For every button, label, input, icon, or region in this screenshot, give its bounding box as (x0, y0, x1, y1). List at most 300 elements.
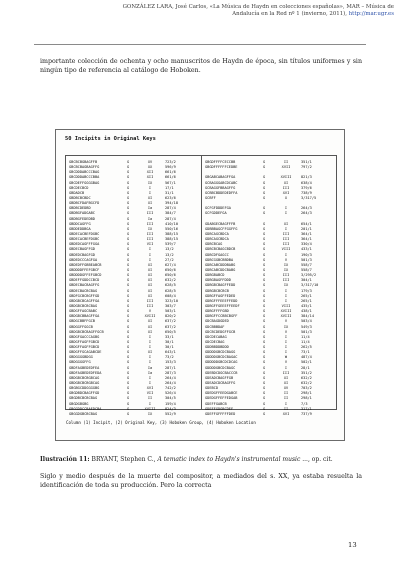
key-cell: G (127, 221, 130, 226)
key-cell: G (127, 334, 130, 339)
figure-legend: Column (1) Incipit, (2) Original Key, (3) Hoboken Group, (4) Hoboken Location (66, 420, 256, 425)
hoboken-group-cell: XI (147, 195, 153, 200)
key-cell: G (127, 273, 130, 278)
hoboken-group-cell: III (146, 211, 154, 216)
hoboken-group-cell: I (148, 375, 152, 380)
incipit-cell: GBCDDDABCCCBAG (69, 170, 100, 175)
hoboken-location-cell: 501/3 (301, 329, 312, 334)
key-cell: G (263, 185, 266, 190)
incipit-cell: GBDBCDEDBD (69, 206, 91, 211)
hoboken-location-cell: 433/1 (301, 247, 312, 252)
key-cell: G (127, 365, 130, 370)
incipit-cell: GDBGFFAGFFEDED (205, 293, 236, 298)
hoboken-group-cell: XVIII (144, 314, 156, 319)
key-cell: G (127, 231, 130, 236)
hoboken-group-cell: XII (146, 170, 154, 175)
hoboken-group-cell: IX (283, 262, 289, 267)
hoboken-group-cell: I (148, 345, 152, 350)
incipit-cell: GBCBCBGBAGFFB (69, 160, 98, 164)
key-cell: G (263, 211, 266, 216)
hoboken-location-cell: 627/4 (165, 262, 176, 267)
hoboken-group-cell: I (148, 185, 152, 190)
key-cell: G (263, 252, 266, 257)
caption-title: A tematic index to Haydn's instrumental music ... (157, 456, 308, 463)
header-journal: Andalucía en la Red nº 1 (invierno, 2011), (232, 11, 347, 18)
hoboken-group-cell: VII (146, 242, 154, 247)
hoboken-location-cell: 3/317/5 (301, 195, 317, 200)
hoboken-location-cell: 17/1 (165, 185, 174, 190)
hoboken-group-cell: I (284, 298, 288, 303)
key-cell: G (127, 267, 130, 272)
key-cell: G (127, 314, 130, 319)
key-cell: G (263, 329, 266, 334)
hoboken-group-cell: III (146, 221, 154, 226)
hoboken-location-cell: 190/3 (301, 252, 312, 257)
key-cell: G (263, 319, 266, 324)
hoboken-group-cell: III (282, 185, 290, 190)
hoboken-group-cell: I (148, 360, 152, 365)
incipit-cell: GDCDECBAG (205, 339, 225, 344)
hoboken-location-cell: 558/7 (301, 267, 312, 272)
key-cell: G (263, 257, 266, 262)
hoboken-group-cell: I (284, 365, 288, 370)
incipit-cell: GBDGGGGFFG (69, 360, 91, 365)
incipit-cell: GCFGFDDDEFGA (205, 206, 231, 211)
incipit-cell: GDBCABCDDCBABG (205, 267, 236, 272)
incipit-cell: GBCDDDABCCCBBA (69, 175, 100, 180)
hoboken-group-cell: III (282, 237, 290, 242)
incipit-cell: GDBCAGCBDCA (205, 231, 229, 236)
key-cell: G (127, 195, 130, 200)
key-cell: G (127, 360, 130, 365)
hoboken-location-cell: 3/317/10 (301, 283, 319, 288)
incipit-cell: GDDDDGBCDCBAGC (205, 365, 236, 370)
hoboken-group-cell: XI (283, 375, 289, 380)
hoboken-group-cell: XV (147, 160, 153, 164)
hoboken-group-cell: I (148, 401, 152, 406)
incipit-cell: GDBGFFFFGBD (205, 309, 229, 314)
caption-author: BRYANT, Stephen C., (91, 456, 156, 463)
hoboken-location-cell: 487/4 (301, 355, 312, 360)
incipit-cell: GDEDGFFEEDGABCE (205, 391, 238, 396)
key-cell: G (263, 386, 266, 391)
hoboken-group-cell: V (284, 329, 288, 334)
hoboken-group-cell: XVI (282, 190, 290, 195)
hoboken-group-cell: III (282, 370, 290, 375)
key-cell: G (127, 262, 130, 267)
incipit-cell: GBDGFFAGCBABC (69, 309, 98, 314)
incipit-cell: GCBFF (205, 195, 216, 200)
hoboken-location-cell: 7/3 (301, 401, 308, 406)
hoboken-location-cell: 650/6 (165, 273, 176, 278)
incipit-cell: GBDBGFEDEDBD (69, 216, 95, 221)
hoboken-location-cell: 264/4 (165, 381, 176, 386)
hoboken-location-cell: 30/1 (165, 339, 174, 344)
incipit-cell: GBDADCB (69, 190, 85, 195)
header-link[interactable]: http://mar.ugr.es (348, 11, 394, 18)
incipit-cell: GBDGBCBBAGFFGA (69, 314, 100, 319)
hoboken-group-cell: XVIII (144, 406, 156, 411)
key-cell: G (263, 242, 266, 247)
key-cell: G (263, 334, 266, 339)
hoboken-location-cell: 179/3 (301, 288, 312, 293)
incipit-cell: GDDDDGBCDCBAGAC (205, 355, 238, 360)
hoboken-location-cell: 351/1 (301, 160, 312, 164)
hoboken-group-cell: VII (146, 391, 154, 396)
incipit-cell: GBGDFFFFCECCBB (205, 160, 236, 164)
incipit-cell: GBDGCBBFFGCB (69, 319, 95, 324)
hoboken-location-cell: 73/1 (301, 350, 310, 355)
hoboken-group-cell: XI (283, 180, 289, 185)
key-cell: G (263, 195, 266, 200)
hoboken-group-cell: XI (147, 329, 153, 334)
hoboken-group-cell: III (146, 303, 154, 308)
key-cell: G (263, 237, 266, 242)
hoboken-location-cell: 821/3 (301, 175, 312, 180)
key-cell: G (263, 283, 266, 288)
hoboken-group-cell: I (284, 334, 288, 339)
hoboken-group-cell: II (283, 391, 289, 396)
incipit-cell: GDCDECABAG (205, 334, 227, 339)
hoboken-location-cell: 287/4 (165, 216, 176, 221)
key-cell: G (263, 406, 266, 411)
key-cell: G (127, 288, 130, 293)
incipit-cell: GBDECBACBCBAG (69, 288, 98, 293)
incipit-cell: GDEFFGABCB (205, 401, 227, 406)
key-cell: G (263, 360, 266, 365)
key-cell: G (127, 211, 130, 216)
hoboken-group-cell: III (282, 273, 290, 278)
incipit-cell: GBDECBACBAGFFG (69, 283, 100, 288)
incipit-cell: GBDDEDDBGA (69, 226, 91, 231)
key-cell: G (263, 226, 266, 231)
hoboken-location-cell: 394/18 (165, 201, 178, 206)
key-cell: G (263, 314, 266, 319)
hoboken-location-cell: 27/2 (165, 257, 174, 262)
hoboken-location-cell: 628/5 (165, 283, 176, 288)
hoboken-location-cell: 410/10 (165, 221, 178, 226)
hoboken-group-cell: IX (283, 267, 289, 272)
key-cell: G (127, 165, 130, 170)
key-cell: G (127, 319, 130, 324)
incipit-cell: GBDECACBEFDGBC (69, 231, 100, 236)
header-line-1: GONZÁLEZ LARA, José Carlos, «La Música de Haydn en colecciones españolas», MAR – Música de (122, 4, 394, 10)
key-cell: G (127, 355, 130, 360)
incipit-cell: GDCBAGDGDED (205, 319, 229, 324)
key-cell: G (263, 303, 266, 308)
hoboken-location-cell: 388/15 (165, 231, 178, 236)
key-cell: G (127, 303, 130, 308)
key-cell: G (263, 324, 266, 329)
key-cell: G (127, 293, 130, 298)
hoboken-location-cell: 650/6 (165, 267, 176, 272)
key-cell: G (127, 242, 130, 247)
hoboken-location-cell: 632/2 (301, 375, 312, 380)
key-cell: G (127, 190, 130, 195)
hoboken-group-cell: III (146, 298, 154, 303)
incipit-cell: GBCBCBAGBAGFFG (69, 165, 100, 170)
incipit-cell: GDBGBAGFFDDD (205, 278, 231, 283)
incipit-cell: GBDECBAGFFGD (69, 247, 95, 252)
incipit-cell: GBDGFFAGFFGBCD (69, 339, 100, 344)
hoboken-location-cell: 287/4 (165, 206, 176, 211)
incipit-cell: GDBCBCBAGCBDCB (205, 247, 236, 252)
hoboken-group-cell: XVIII (280, 309, 292, 314)
incipit-cell: GDBBBAGCFFGGFFG (205, 226, 238, 231)
hoboken-location-cell: 31/1 (165, 190, 174, 195)
incipit-cell: GBDEFFGDDCCBCD (69, 278, 100, 283)
hoboken-location-cell: 703/2 (301, 386, 312, 391)
hoboken-group-cell: XI (147, 350, 153, 355)
hoboken-location-cell: 264/3 (301, 206, 312, 211)
key-cell: G (127, 396, 130, 401)
hoboken-location-cell: 11/4 (301, 339, 310, 344)
hoboken-location-cell: 608/4 (165, 293, 176, 298)
hoboken-group-cell: I (284, 339, 288, 344)
hoboken-location-cell: 298/1 (301, 391, 312, 396)
hoboken-location-cell: 159/4 (165, 401, 176, 406)
hoboken-location-cell: 265/1 (301, 298, 312, 303)
hoboken-location-cell: 737/9 (301, 411, 312, 416)
incipit-cell: GBGDBDCBAGFFGD (69, 391, 100, 396)
incipit-cell: GDBGFFGEEEFFEEDF (205, 303, 240, 308)
hoboken-location-cell: 539/7 (165, 242, 176, 247)
header-rule (34, 44, 366, 45)
key-cell: G (263, 375, 266, 380)
hoboken-group-cell: XI (283, 221, 289, 226)
hoboken-group-cell: I (148, 381, 152, 386)
hoboken-location-cell: 723/2 (165, 160, 176, 164)
incipit-cell: GBDDDDGFFEFGBCD (69, 273, 102, 278)
incipit-cell: GDBGFFCCBBCBGFF (205, 314, 238, 319)
incipit-cell: GBGGDGBCBCBAG (69, 411, 98, 416)
hoboken-group-cell: I (284, 211, 288, 216)
incipit-cell: GBDBGFADGABC (69, 211, 95, 216)
key-cell: G (263, 401, 266, 406)
hoboken-location-cell: 153/3 (165, 360, 176, 365)
incipit-cell: GDBGBCBAGFFEDD (205, 283, 236, 288)
hoboken-location-cell: 13/2 (165, 247, 174, 252)
hoboken-group-cell: I (284, 350, 288, 355)
hoboken-location-cell: 13/2 (165, 252, 174, 257)
column-divider (201, 156, 202, 409)
hoboken-location-cell: 262/5 (301, 345, 312, 350)
hoboken-location-cell: 303/7 (165, 303, 176, 308)
hoboken-location-cell: 30/1 (165, 345, 174, 350)
key-cell: G (263, 165, 266, 170)
hoboken-group-cell: I (148, 252, 152, 257)
key-cell: G (263, 350, 266, 355)
incipit-cell: GBDGFFGCAGABCDE (69, 350, 102, 355)
hoboken-location-cell: 73/2 (165, 355, 174, 360)
hoboken-location-cell: 738/9 (301, 190, 312, 195)
hoboken-group-cell: XI (147, 319, 153, 324)
hoboken-location-cell: 304/5 (165, 396, 176, 401)
hoboken-location-cell: 287/3 (165, 370, 176, 375)
incipit-cell: GBGDFFFFFFCEDBE (205, 165, 238, 170)
key-cell: G (127, 185, 130, 190)
hoboken-location-cell: 384/14 (301, 314, 314, 319)
incipit-cell: GDBCBCAG (205, 242, 223, 247)
key-cell: G (263, 396, 266, 401)
incipit-cell: GBGDGBGBG (69, 401, 89, 406)
hoboken-group-cell: III (282, 231, 290, 236)
incipit-cell: GBDEDCBAGFGD (69, 252, 95, 257)
key-cell: G (127, 257, 130, 262)
incipit-cell: GDBGFFFEEEFFEDD (205, 298, 238, 303)
hoboken-location-cell: 287/1 (165, 365, 176, 370)
key-cell: G (263, 267, 266, 272)
hoboken-group-cell: XI (147, 324, 153, 329)
key-cell: G (127, 160, 130, 164)
incipit-cell: GDCBCDEDGFFGCB (205, 329, 236, 334)
key-cell: G (127, 175, 130, 180)
hoboken-group-cell: IX (283, 324, 289, 329)
incipit-cell: GDEDGFFEFFEDGAB (205, 396, 238, 401)
hoboken-group-cell: W (284, 355, 288, 360)
key-cell: G (263, 411, 266, 416)
hoboken-location-cell: 379/6 (301, 185, 312, 190)
hoboken-location-cell: 661/6 (165, 175, 176, 180)
intro-paragraph: importante colección de ochenta y ocho manuscritos de Haydn de época, sin títulos uniformes y sin ningún tipo de referencia al catálogo de Hoboken. (40, 58, 362, 75)
hoboken-group-cell: II (283, 396, 289, 401)
hoboken-location-cell: 632/2 (165, 278, 176, 283)
hoboken-location-cell: 526/4 (165, 391, 176, 396)
hoboken-location-cell: 304/1 (301, 278, 312, 283)
figure-caption (40, 456, 362, 464)
key-cell: G (127, 201, 130, 206)
key-cell: G (263, 345, 266, 350)
hoboken-location-cell: 298/1 (301, 396, 312, 401)
key-cell: G (127, 329, 130, 334)
hoboken-location-cell: 33/1 (165, 334, 174, 339)
hoboken-group-cell: XI (147, 278, 153, 283)
hoboken-group-cell: XI (147, 267, 153, 272)
incipit-cell: GDDBBDDBDDD (205, 345, 229, 350)
incipit-cell: GDEBDCDGCBACCCB (205, 370, 238, 375)
hoboken-location-cell: 364/1 (301, 231, 312, 236)
key-cell: G (263, 298, 266, 303)
key-cell: G (263, 262, 266, 267)
key-cell: G (127, 324, 130, 329)
incipit-cell: GBDBCBCBDC (69, 195, 91, 200)
key-cell: G (127, 406, 130, 411)
hoboken-group-cell: XX (147, 165, 153, 170)
key-cell: G (263, 206, 266, 211)
hoboken-group-cell: XI (283, 381, 289, 386)
hoboken-location-cell: 596/9 (165, 165, 176, 170)
incipit-cell: GBDBCFDAFBGCFD (69, 201, 100, 206)
key-cell: G (127, 206, 130, 211)
hoboken-location-cell: 637/2 (165, 319, 176, 324)
incipit-cell: GDBCGGBCBBDBA (205, 257, 234, 262)
hoboken-location-cell: 637/2 (165, 324, 176, 329)
hoboken-group-cell: XVIII (280, 314, 292, 319)
hoboken-location-cell: 330/4 (301, 242, 312, 247)
key-cell: G (263, 370, 266, 375)
incipit-cell: GDCBBBDAF (205, 324, 225, 329)
header-line-2 (112, 11, 394, 18)
incipit-cell: GDEFFGDGBCDEF (205, 406, 234, 411)
incipit-cell: GBGABCABAGFFGA (205, 175, 236, 180)
hoboken-location-cell: 3/295/2 (301, 273, 317, 278)
incipit-table-figure (55, 129, 345, 441)
hoboken-group-cell: I (148, 355, 152, 360)
key-cell: G (263, 221, 266, 226)
hoboken-group-cell: XVI (146, 386, 154, 391)
hoboken-location-cell: 661/6 (165, 170, 176, 175)
key-cell: G (127, 252, 130, 257)
hoboken-group-cell: I (148, 334, 152, 339)
hoboken-group-cell: XI (147, 288, 153, 293)
key-cell: G (263, 273, 266, 278)
incipit-cell: GBGDBCBCBCBAG (69, 396, 98, 401)
body-paragraph: Siglo y medio después de la muerte del compositor, a mediados del s. XX, ya estaba resuelta la identificación de toda su producción. Pero la correcta (40, 473, 362, 490)
hoboken-location-cell: 384/7 (165, 211, 176, 216)
hoboken-location-cell: 503/4 (301, 319, 312, 324)
hoboken-location-cell: 824/3 (165, 406, 176, 411)
hoboken-group-cell: X (284, 195, 288, 200)
hoboken-group-cell: XI (147, 273, 153, 278)
key-cell: G (263, 278, 266, 283)
key-cell: G (263, 293, 266, 298)
key-cell: G (127, 298, 130, 303)
incipit-cell: GBDDCAGFFG (69, 221, 91, 226)
incipit-cell: GBDECACBEFDGBC (69, 237, 100, 242)
page-number: 13 (348, 541, 357, 549)
hoboken-group-cell: Ia (147, 206, 153, 211)
incipit-table (65, 155, 337, 416)
key-cell: G (263, 247, 266, 252)
hoboken-group-cell: II (147, 396, 153, 401)
hoboken-group-cell: I (148, 190, 152, 195)
incipit-cell: GCFGDDEFGA (205, 211, 227, 216)
hoboken-group-cell: IX (147, 411, 153, 416)
hoboken-group-cell: I (284, 206, 288, 211)
hoboken-group-cell: XI (147, 262, 153, 267)
incipit-cell: GDBGBABCD (205, 273, 225, 278)
key-cell: G (263, 175, 266, 180)
hoboken-group-cell: XVIII (280, 175, 292, 180)
hoboken-group-cell: IX (147, 180, 153, 185)
incipit-cell: GBDFAGBEDEDFEA (69, 365, 100, 370)
hoboken-group-cell: XVII (281, 165, 291, 170)
hoboken-group-cell: I (284, 293, 288, 298)
incipit-cell: GBCDEFFGGGGBAG (69, 180, 100, 185)
incipit-cell: GBDGBCBCBGBCAG (69, 375, 100, 380)
key-cell: G (263, 288, 266, 293)
incipit-cell: GBDEDCCCAGFGA (69, 257, 98, 262)
hoboken-location-cell: 11/4 (301, 334, 310, 339)
hoboken-location-cell: 632/2 (301, 381, 312, 386)
hoboken-location-cell: 623/6 (165, 195, 176, 200)
hoboken-group-cell: I (284, 401, 288, 406)
incipit-cell: GBDFAGBEDEDFEDA (69, 370, 102, 375)
incipit-cell: GDEFFGFFFFFDED (205, 411, 236, 416)
hoboken-location-cell: 201/1 (301, 226, 312, 231)
key-cell: G (127, 247, 130, 252)
key-cell: G (127, 309, 130, 314)
key-cell: G (263, 231, 266, 236)
key-cell: G (263, 160, 266, 164)
hoboken-location-cell: 742/2 (165, 386, 176, 391)
incipit-cell: GCBAGGFBBAGFFG (205, 185, 236, 190)
key-cell: G (263, 309, 266, 314)
incipit-cell: GBDGFFAGFFGBCD (69, 345, 100, 350)
incipit-cell: GBCDECBCD (69, 185, 89, 190)
hoboken-location-cell: 501/3 (301, 257, 312, 262)
incipit-cell: GBDFGCBCBGFFGD (69, 293, 100, 298)
